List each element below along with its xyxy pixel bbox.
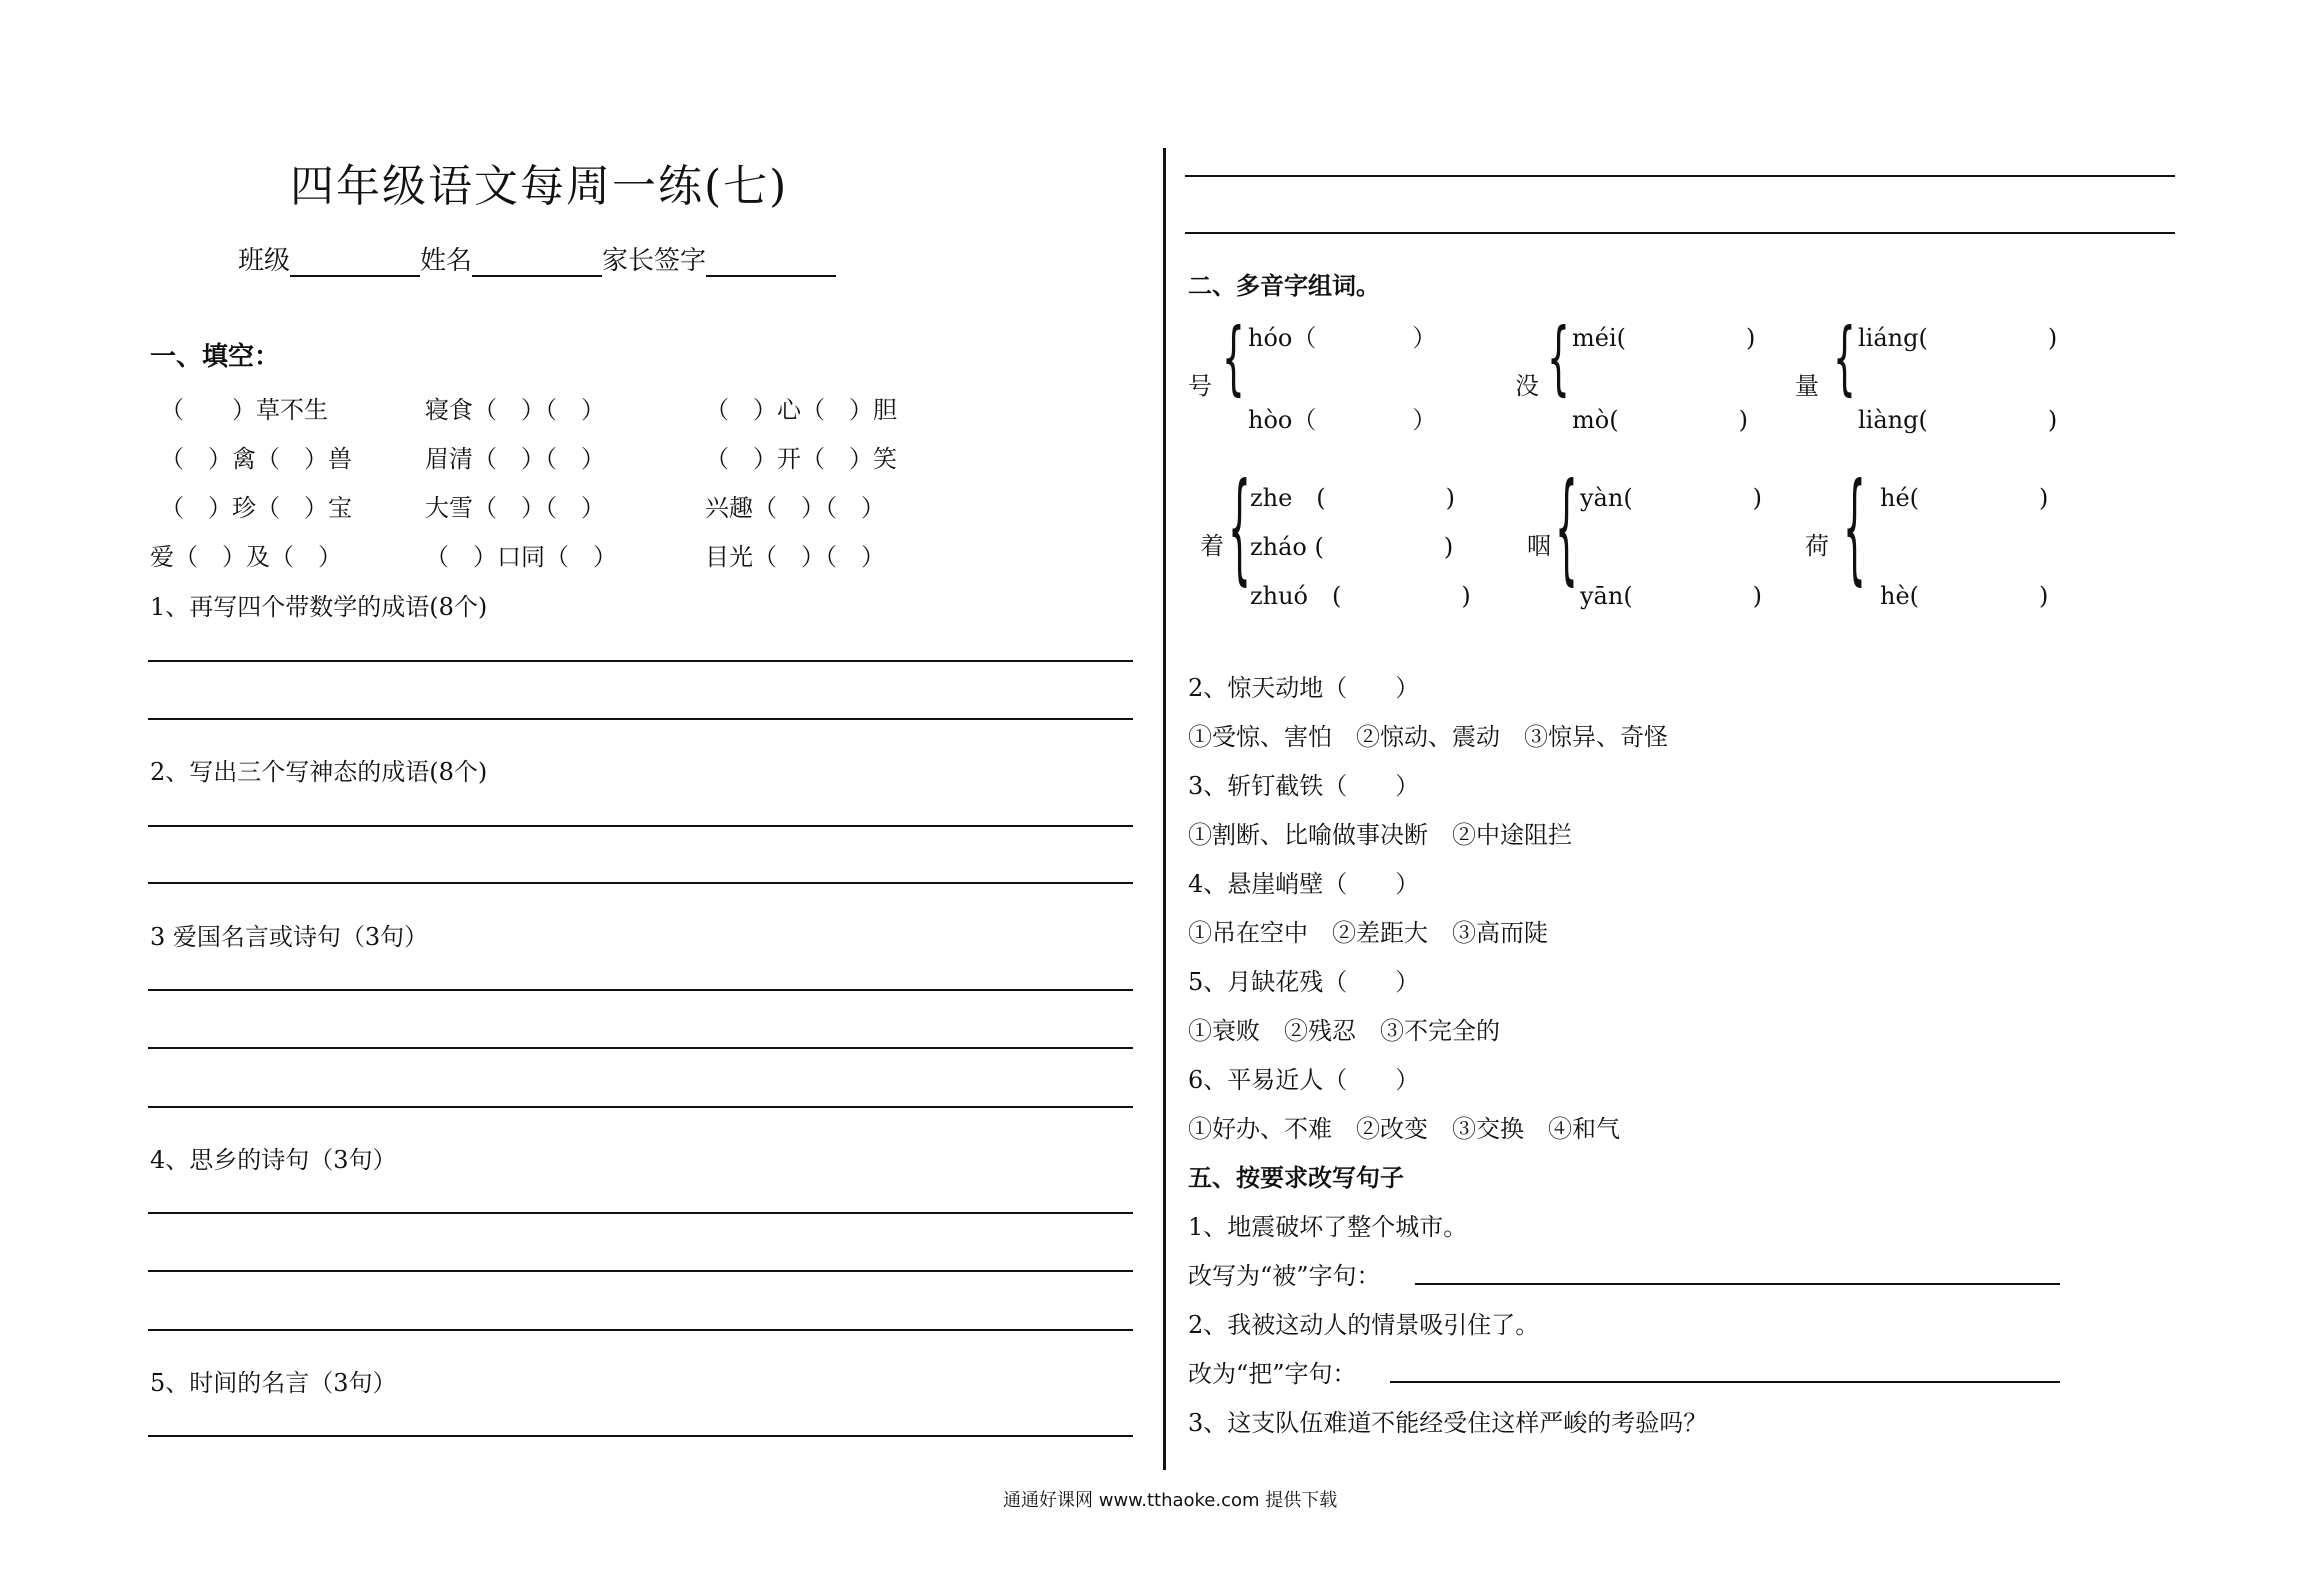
- polyphone-reading: zháo ( ): [1250, 533, 1454, 561]
- fill-cell: 目光（ ）（ ）: [705, 543, 885, 571]
- idiom-options: ①吊在空中 ②差距大 ③高而陡: [1188, 919, 1548, 947]
- answer-line[interactable]: [148, 660, 1133, 662]
- answer-line[interactable]: [148, 1047, 1133, 1049]
- rewrite-answer-line[interactable]: [1390, 1381, 2060, 1383]
- idiom-options: ①割断、比喻做事决断 ②中途阻拦: [1188, 821, 1572, 849]
- polyphone-reading: liáng( ): [1858, 324, 2058, 352]
- fill-cell: 寝食（ ）（ ）: [425, 396, 605, 424]
- polyphone-reading: hè( ): [1880, 582, 2049, 610]
- polyphone-reading: hé( ): [1880, 484, 2049, 512]
- parent-signature-label: 家长签字: [602, 246, 707, 276]
- answer-line[interactable]: [1185, 175, 2175, 177]
- brace-icon: {: [1833, 311, 1856, 404]
- rewrite-sentence-3: 3、这支队伍难道不能经受住这样严峻的考验吗？: [1188, 1409, 1708, 1437]
- name-blank[interactable]: [472, 245, 602, 277]
- polyphone-reading: méi( ): [1572, 324, 1756, 352]
- name-label: 姓名: [420, 246, 473, 276]
- polyphone-char: 咽: [1527, 532, 1551, 560]
- fill-cell: 兴趣（ ）（ ）: [705, 494, 885, 522]
- answer-line[interactable]: [148, 825, 1133, 827]
- idiom-question: 3、斩钉截铁（ ）: [1188, 772, 1420, 800]
- polyphone-reading: mò( ): [1572, 406, 1748, 434]
- answer-line[interactable]: [148, 1106, 1133, 1108]
- rewrite-prompt-1: 改写为“被”字句：: [1188, 1262, 1381, 1290]
- idiom-question: 6、平易近人（ ）: [1188, 1066, 1420, 1094]
- polyphone-reading: liàng( ): [1858, 406, 2058, 434]
- polyphone-reading: yàn( ): [1580, 484, 1763, 512]
- column-divider: [1163, 148, 1166, 1470]
- fill-cell: （ ）草不生: [160, 396, 328, 424]
- brace-icon: {: [1843, 457, 1866, 597]
- section5-heading: 五、按要求改写句子: [1188, 1163, 1404, 1192]
- answer-line[interactable]: [148, 1435, 1133, 1437]
- class-blank[interactable]: [290, 245, 420, 277]
- question-2: 2、写出三个写神态的成语(8个): [150, 758, 488, 786]
- answer-line[interactable]: [148, 718, 1133, 720]
- rewrite-answer-line[interactable]: [1415, 1283, 2060, 1285]
- polyphone-char: 没: [1515, 372, 1539, 400]
- question-4: 4、思乡的诗句（3句）: [150, 1146, 397, 1174]
- idiom-options: ①衰败 ②残忍 ③不完全的: [1188, 1017, 1500, 1045]
- polyphone-char: 号: [1188, 372, 1212, 400]
- polyphone-reading: yān( ): [1580, 582, 1763, 610]
- idiom-question: 2、惊天动地（ ）: [1188, 674, 1420, 702]
- brace-icon: {: [1547, 311, 1570, 404]
- idiom-options: ①好办、不难 ②改变 ③交换 ④和气: [1188, 1115, 1620, 1143]
- polyphone-char: 荷: [1805, 532, 1829, 560]
- answer-line[interactable]: [148, 1329, 1133, 1331]
- student-info-row: [238, 240, 836, 277]
- fill-cell: （ ）珍（ ）宝: [160, 494, 352, 522]
- answer-line[interactable]: [148, 1270, 1133, 1272]
- rewrite-sentence-1: 1、地震破坏了整个城市。: [1188, 1213, 1468, 1241]
- footer-credit: 通通好课网 www.tthaoke.com 提供下载: [1003, 1490, 1338, 1511]
- fill-cell: （ ）开（ ）笑: [705, 445, 897, 473]
- polyphone-reading: zhe ( ): [1250, 484, 1456, 512]
- question-5: 5、时间的名言（3句）: [150, 1369, 397, 1397]
- fill-cell: 爱（ ）及（ ）: [150, 543, 342, 571]
- section1-heading: 一、填空：: [150, 342, 281, 372]
- answer-line[interactable]: [1185, 232, 2175, 234]
- class-label: 班级: [238, 246, 291, 276]
- fill-cell: （ ）心（ ）胆: [705, 396, 897, 424]
- polyphone-reading: hóo（ ）: [1248, 324, 1437, 352]
- idiom-question: 5、月缺花残（ ）: [1188, 968, 1420, 996]
- brace-icon: {: [1555, 457, 1578, 597]
- idiom-question: 4、悬崖峭壁（ ）: [1188, 870, 1420, 898]
- page-title: 四年级语文每周一练(七): [290, 161, 789, 212]
- rewrite-prompt-2: 改为“把”字句：: [1188, 1360, 1357, 1388]
- polyphone-char: 着: [1200, 532, 1224, 560]
- section2-heading: 二、多音字组词。: [1188, 271, 1380, 300]
- fill-cell: 大雪（ ）（ ）: [425, 494, 605, 522]
- fill-cell: 眉清（ ）（ ）: [425, 445, 605, 473]
- question-1: 1、再写四个带数学的成语(8个): [150, 593, 488, 621]
- parent-signature-blank[interactable]: [706, 245, 836, 277]
- brace-icon: {: [1228, 457, 1251, 597]
- polyphone-reading: hòo（ ）: [1248, 406, 1437, 434]
- fill-cell: （ ）禽（ ）兽: [160, 445, 352, 473]
- polyphone-reading: zhuó ( ): [1250, 582, 1471, 610]
- answer-line[interactable]: [148, 1212, 1133, 1214]
- rewrite-sentence-2: 2、我被这动人的情景吸引住了。: [1188, 1311, 1540, 1339]
- idiom-options: ①受惊、害怕 ②惊动、震动 ③惊异、奇怪: [1188, 723, 1668, 751]
- polyphone-char: 量: [1795, 372, 1819, 400]
- fill-cell: （ ）口同（ ）: [425, 543, 617, 571]
- brace-icon: {: [1222, 311, 1245, 404]
- answer-line[interactable]: [148, 989, 1133, 991]
- answer-line[interactable]: [148, 882, 1133, 884]
- question-3: 3 爱国名言或诗句（3句）: [150, 923, 429, 951]
